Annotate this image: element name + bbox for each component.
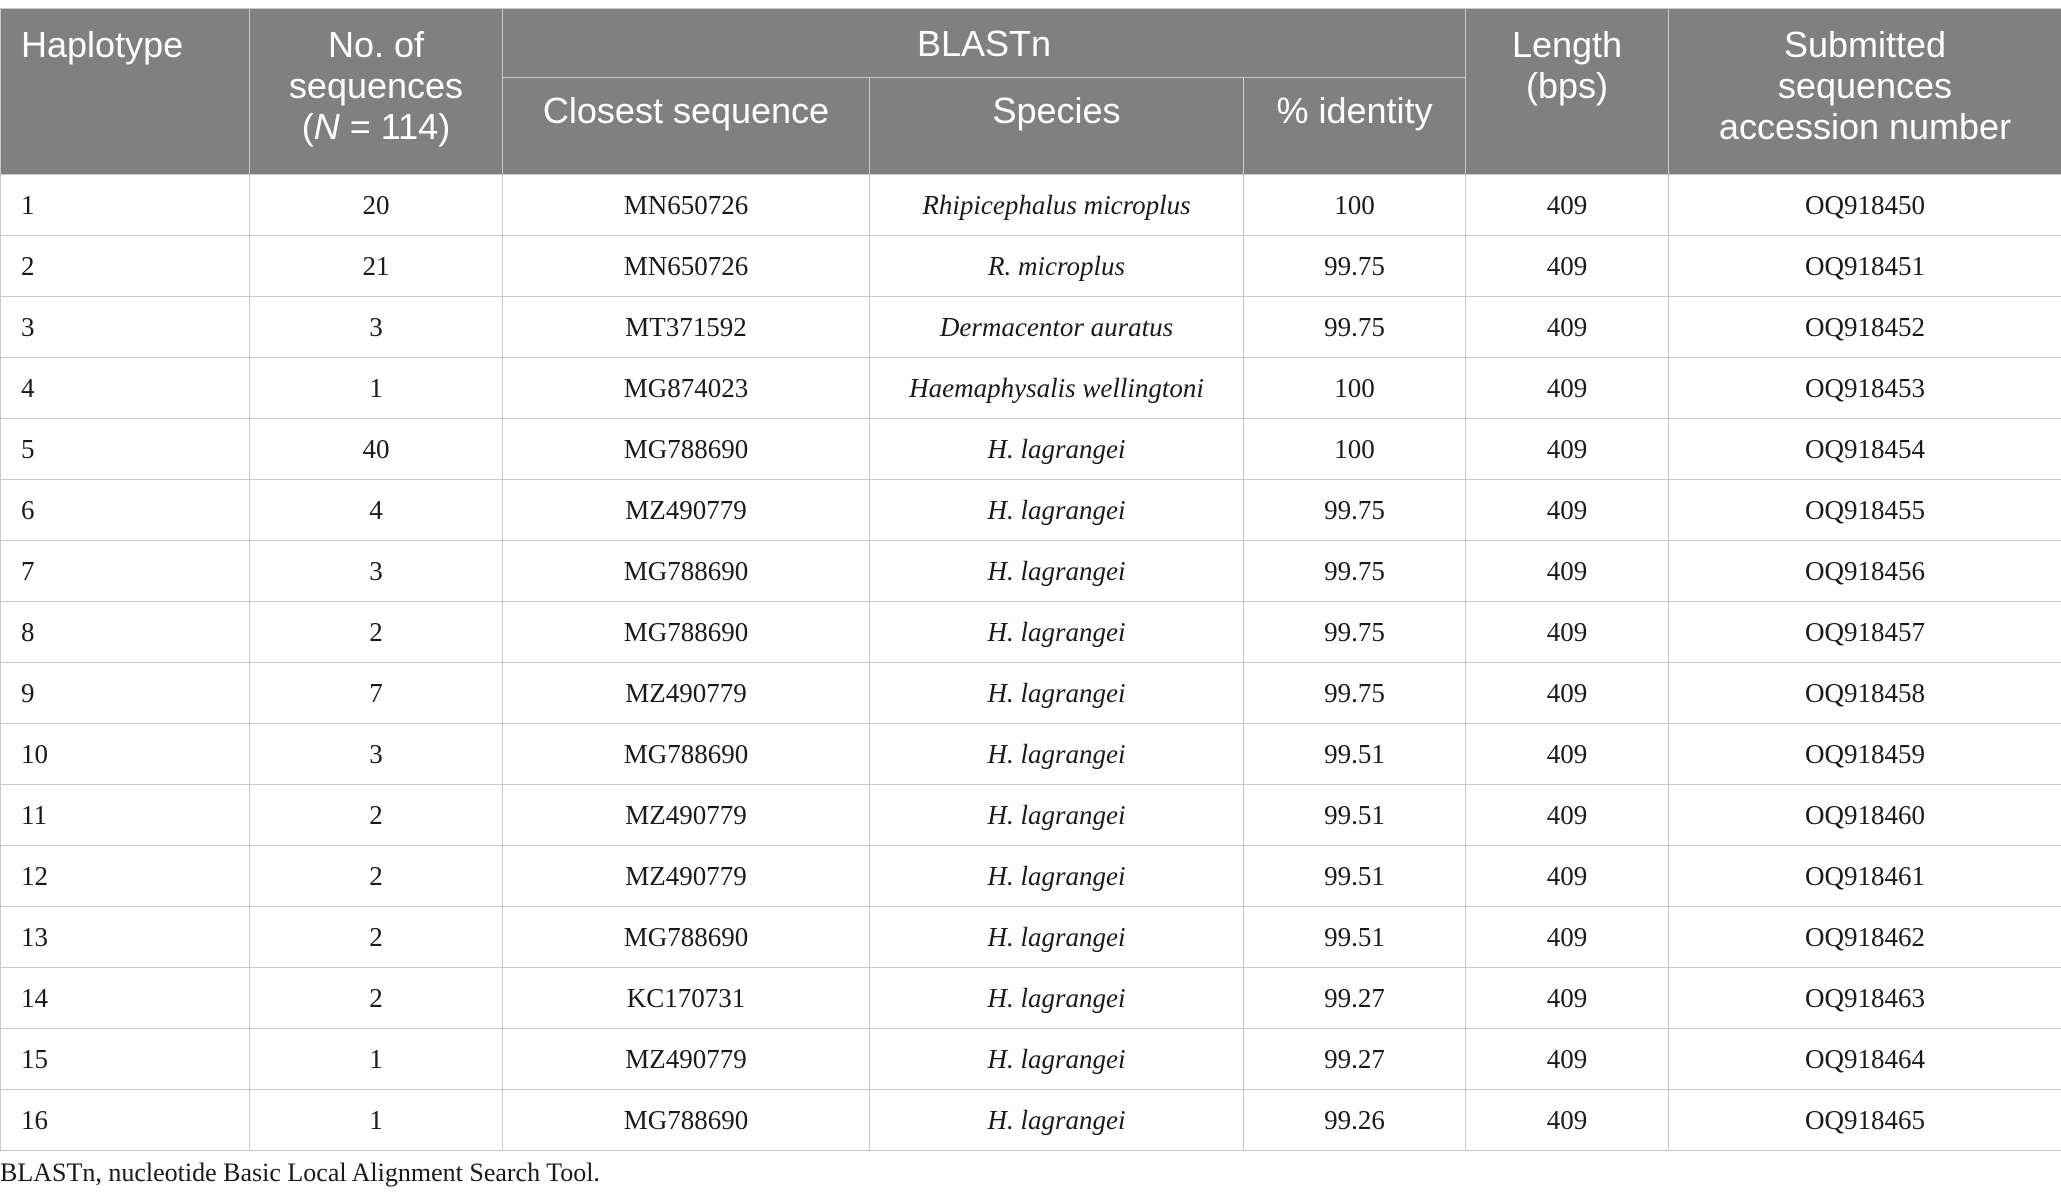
cell-accession-number: OQ918454: [1669, 419, 2061, 480]
cell-identity: 99.75: [1244, 541, 1466, 602]
cell-closest-sequence: MG788690: [503, 724, 870, 785]
header-blastn: BLASTn: [503, 9, 1466, 78]
cell-accession-number: OQ918452: [1669, 297, 2061, 358]
cell-sequence-count: 3: [250, 297, 503, 358]
cell-haplotype: 14: [1, 968, 250, 1029]
cell-identity: 99.75: [1244, 297, 1466, 358]
header-length-line1: Length: [1511, 24, 1623, 65]
haplotype-table: [0, 8, 2061, 1151]
cell-species: Haemaphysalis wellingtoni: [870, 358, 1244, 419]
cell-length: 409: [1466, 1029, 1669, 1090]
table-footnote: BLASTn, nucleotide Basic Local Alignment Search Tool.: [0, 1158, 600, 1187]
cell-length: 409: [1466, 602, 1669, 663]
header-length-line2: (bps): [1525, 65, 1609, 106]
cell-haplotype: 15: [1, 1029, 250, 1090]
cell-identity: 99.51: [1244, 724, 1466, 785]
header-num-sequences: [250, 9, 503, 175]
cell-sequence-count: 40: [250, 419, 503, 480]
cell-identity: 99.75: [1244, 602, 1466, 663]
cell-sequence-count: 2: [250, 602, 503, 663]
header-length: [1466, 9, 1669, 175]
cell-accession-number: OQ918463: [1669, 968, 2061, 1029]
header-identity: % identity: [1244, 78, 1466, 175]
cell-closest-sequence: MG788690: [503, 541, 870, 602]
table-body: [1, 175, 2061, 1151]
cell-closest-sequence: KC170731: [503, 968, 870, 1029]
cell-accession-number: OQ918460: [1669, 785, 2061, 846]
cell-sequence-count: 20: [250, 175, 503, 236]
header-submitted-line1: Submitted: [1783, 24, 1947, 65]
table-row: [1, 541, 2061, 602]
cell-sequence-count: 1: [250, 1090, 503, 1151]
table-row: [1, 724, 2061, 785]
header-closest-sequence: Closest sequence: [503, 78, 870, 175]
header-num-sequences-n-suffix: = 114): [339, 106, 451, 147]
cell-sequence-count: 2: [250, 846, 503, 907]
cell-length: 409: [1466, 968, 1669, 1029]
table-row: [1, 1029, 2061, 1090]
cell-haplotype: 4: [1, 358, 250, 419]
cell-length: 409: [1466, 907, 1669, 968]
cell-sequence-count: 2: [250, 968, 503, 1029]
cell-sequence-count: 1: [250, 358, 503, 419]
cell-length: 409: [1466, 480, 1669, 541]
cell-haplotype: 16: [1, 1090, 250, 1151]
cell-accession-number: OQ918459: [1669, 724, 2061, 785]
cell-haplotype: 3: [1, 297, 250, 358]
cell-identity: 100: [1244, 175, 1466, 236]
table-row: [1, 846, 2061, 907]
table-row: [1, 968, 2061, 1029]
cell-species: H. lagrangei: [870, 724, 1244, 785]
cell-closest-sequence: MG788690: [503, 907, 870, 968]
cell-closest-sequence: MN650726: [503, 175, 870, 236]
cell-sequence-count: 3: [250, 724, 503, 785]
cell-length: 409: [1466, 358, 1669, 419]
header-submitted-accession: [1669, 9, 2061, 175]
cell-identity: 99.51: [1244, 907, 1466, 968]
table-row: [1, 663, 2061, 724]
cell-closest-sequence: MT371592: [503, 297, 870, 358]
header-submitted-line2: sequences: [1777, 65, 1953, 106]
table-row: [1, 236, 2061, 297]
cell-sequence-count: 2: [250, 907, 503, 968]
cell-closest-sequence: MG874023: [503, 358, 870, 419]
cell-haplotype: 7: [1, 541, 250, 602]
cell-haplotype: 12: [1, 846, 250, 907]
cell-species: H. lagrangei: [870, 846, 1244, 907]
cell-accession-number: OQ918456: [1669, 541, 2061, 602]
cell-closest-sequence: MZ490779: [503, 480, 870, 541]
cell-accession-number: OQ918464: [1669, 1029, 2061, 1090]
cell-haplotype: 6: [1, 480, 250, 541]
cell-identity: 99.75: [1244, 480, 1466, 541]
cell-accession-number: OQ918461: [1669, 846, 2061, 907]
cell-closest-sequence: MZ490779: [503, 785, 870, 846]
cell-haplotype: 1: [1, 175, 250, 236]
cell-species: H. lagrangei: [870, 1090, 1244, 1151]
cell-closest-sequence: MG788690: [503, 602, 870, 663]
header-num-sequences-n-var: N: [313, 106, 340, 147]
table-row: [1, 175, 2061, 236]
cell-closest-sequence: MZ490779: [503, 663, 870, 724]
cell-sequence-count: 2: [250, 785, 503, 846]
cell-length: 409: [1466, 541, 1669, 602]
cell-length: 409: [1466, 785, 1669, 846]
cell-identity: 100: [1244, 358, 1466, 419]
cell-species: H. lagrangei: [870, 663, 1244, 724]
cell-accession-number: OQ918457: [1669, 602, 2061, 663]
table-row: [1, 480, 2061, 541]
cell-closest-sequence: MZ490779: [503, 846, 870, 907]
table-row: [1, 785, 2061, 846]
header-species: Species: [870, 78, 1244, 175]
cell-length: 409: [1466, 846, 1669, 907]
cell-identity: 99.27: [1244, 1029, 1466, 1090]
cell-sequence-count: 7: [250, 663, 503, 724]
cell-species: H. lagrangei: [870, 602, 1244, 663]
cell-length: 409: [1466, 1090, 1669, 1151]
cell-species: Rhipicephalus microplus: [870, 175, 1244, 236]
header-haplotype: Haplotype: [1, 9, 250, 175]
table-row: [1, 602, 2061, 663]
cell-species: H. lagrangei: [870, 480, 1244, 541]
cell-haplotype: 9: [1, 663, 250, 724]
table-row: [1, 297, 2061, 358]
cell-accession-number: OQ918453: [1669, 358, 2061, 419]
cell-accession-number: OQ918458: [1669, 663, 2061, 724]
cell-length: 409: [1466, 663, 1669, 724]
cell-length: 409: [1466, 724, 1669, 785]
table-header: [1, 9, 2061, 175]
header-num-sequences-n-prefix: (: [301, 106, 314, 147]
cell-sequence-count: 4: [250, 480, 503, 541]
cell-haplotype: 10: [1, 724, 250, 785]
cell-accession-number: OQ918451: [1669, 236, 2061, 297]
header-num-sequences-line2: sequences: [288, 65, 464, 106]
cell-accession-number: OQ918450: [1669, 175, 2061, 236]
cell-accession-number: OQ918465: [1669, 1090, 2061, 1151]
cell-closest-sequence: MG788690: [503, 1090, 870, 1151]
table-row: [1, 419, 2061, 480]
cell-closest-sequence: MN650726: [503, 236, 870, 297]
cell-haplotype: 13: [1, 907, 250, 968]
cell-identity: 100: [1244, 419, 1466, 480]
cell-identity: 99.27: [1244, 968, 1466, 1029]
cell-species: H. lagrangei: [870, 541, 1244, 602]
table-row: [1, 358, 2061, 419]
cell-species: Dermacentor auratus: [870, 297, 1244, 358]
cell-closest-sequence: MG788690: [503, 419, 870, 480]
cell-species: H. lagrangei: [870, 785, 1244, 846]
cell-haplotype: 5: [1, 419, 250, 480]
cell-identity: 99.75: [1244, 236, 1466, 297]
cell-sequence-count: 21: [250, 236, 503, 297]
cell-identity: 99.75: [1244, 663, 1466, 724]
cell-species: H. lagrangei: [870, 419, 1244, 480]
cell-species: H. lagrangei: [870, 1029, 1244, 1090]
cell-closest-sequence: MZ490779: [503, 1029, 870, 1090]
cell-identity: 99.51: [1244, 785, 1466, 846]
cell-length: 409: [1466, 236, 1669, 297]
table-row: [1, 1090, 2061, 1151]
cell-sequence-count: 3: [250, 541, 503, 602]
table-row: [1, 907, 2061, 968]
cell-haplotype: 2: [1, 236, 250, 297]
cell-haplotype: 8: [1, 602, 250, 663]
cell-length: 409: [1466, 175, 1669, 236]
cell-length: 409: [1466, 419, 1669, 480]
cell-species: H. lagrangei: [870, 907, 1244, 968]
cell-identity: 99.51: [1244, 846, 1466, 907]
cell-accession-number: OQ918455: [1669, 480, 2061, 541]
cell-haplotype: 11: [1, 785, 250, 846]
header-num-sequences-line1: No. of: [327, 24, 425, 65]
cell-sequence-count: 1: [250, 1029, 503, 1090]
cell-length: 409: [1466, 297, 1669, 358]
cell-accession-number: OQ918462: [1669, 907, 2061, 968]
cell-species: R. microplus: [870, 236, 1244, 297]
header-submitted-line3: accession number: [1718, 106, 2012, 147]
cell-identity: 99.26: [1244, 1090, 1466, 1151]
cell-species: H. lagrangei: [870, 968, 1244, 1029]
